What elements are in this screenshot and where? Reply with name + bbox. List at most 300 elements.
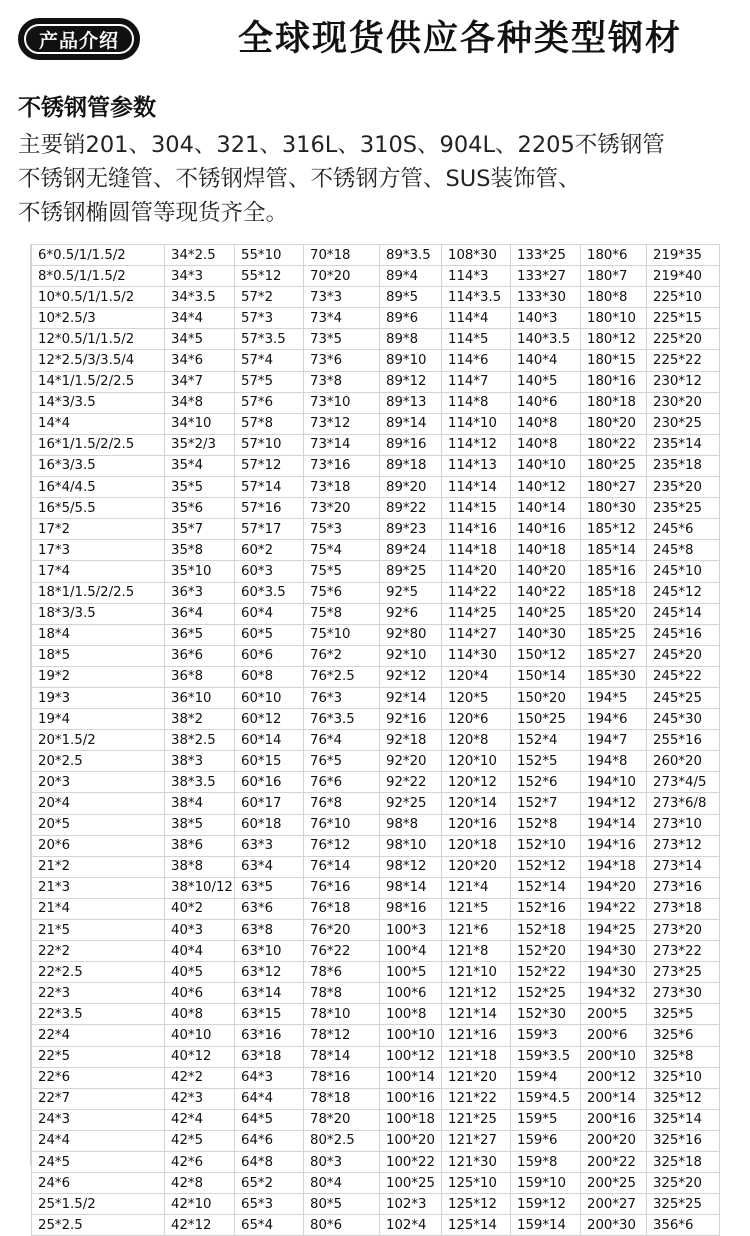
spec-cell: 20*4	[32, 793, 165, 814]
spec-cell: 159*4.5	[511, 1088, 581, 1109]
spec-cell: 70*20	[304, 266, 380, 287]
spec-cell: 34*7	[165, 371, 235, 392]
intro-line-stock: 不锈钢椭圆管等现货齐全。	[18, 200, 289, 226]
table-row	[32, 730, 720, 751]
spec-cell: 194*16	[581, 835, 647, 856]
spec-cell: 42*3	[165, 1088, 235, 1109]
spec-cell: 152*14	[511, 877, 581, 898]
spec-cell: 25*2.5	[32, 1215, 165, 1236]
spec-cell: 10*0.5/1/1.5/2	[32, 287, 165, 308]
spec-cell: 273*30	[647, 983, 720, 1004]
pipe-spec-table	[31, 244, 720, 1236]
spec-cell: 159*10	[511, 1173, 581, 1194]
spec-cell: 125*10	[442, 1173, 511, 1194]
table-row	[32, 814, 720, 835]
spec-cell: 185*25	[581, 624, 647, 645]
table-row	[32, 434, 720, 455]
spec-cell: 200*25	[581, 1173, 647, 1194]
spec-cell: 42*2	[165, 1067, 235, 1088]
spec-cell: 22*2.5	[32, 962, 165, 983]
spec-cell: 65*4	[235, 1215, 304, 1236]
spec-table-container	[30, 244, 720, 1233]
spec-cell: 260*20	[647, 751, 720, 772]
spec-cell: 140*14	[511, 498, 581, 519]
spec-cell: 73*5	[304, 329, 380, 350]
spec-cell: 152*25	[511, 983, 581, 1004]
spec-cell: 100*3	[380, 920, 442, 941]
spec-cell: 57*6	[235, 392, 304, 413]
spec-cell: 92*18	[380, 730, 442, 751]
spec-cell: 230*12	[647, 371, 720, 392]
table-row	[32, 877, 720, 898]
spec-cell: 114*14	[442, 477, 511, 498]
spec-cell: 121*27	[442, 1130, 511, 1151]
spec-cell: 150*12	[511, 645, 581, 666]
spec-cell: 92*20	[380, 751, 442, 772]
spec-cell: 40*6	[165, 983, 235, 1004]
spec-cell: 273*25	[647, 962, 720, 983]
spec-cell: 89*14	[380, 413, 442, 434]
spec-cell: 194*10	[581, 772, 647, 793]
spec-cell: 121*4	[442, 877, 511, 898]
spec-cell: 89*3.5	[380, 245, 442, 266]
spec-cell: 64*3	[235, 1067, 304, 1088]
spec-cell: 55*12	[235, 266, 304, 287]
spec-cell: 152*5	[511, 751, 581, 772]
spec-cell: 73*4	[304, 308, 380, 329]
spec-cell: 19*3	[32, 687, 165, 708]
spec-cell: 57*3.5	[235, 329, 304, 350]
spec-cell: 121*20	[442, 1067, 511, 1088]
spec-cell: 75*3	[304, 519, 380, 540]
spec-cell: 108*30	[442, 245, 511, 266]
spec-cell: 22*4	[32, 1025, 165, 1046]
spec-cell: 10*2.5/3	[32, 308, 165, 329]
spec-cell: 194*32	[581, 983, 647, 1004]
spec-cell: 185*14	[581, 540, 647, 561]
intro-line-grades: 主要销201、304、321、316L、310S、904L、2205不锈钢管	[18, 132, 665, 158]
spec-cell: 114*4	[442, 308, 511, 329]
spec-cell: 235*18	[647, 455, 720, 476]
spec-cell: 40*4	[165, 941, 235, 962]
table-row	[32, 603, 720, 624]
spec-cell: 185*18	[581, 582, 647, 603]
spec-cell: 21*3	[32, 877, 165, 898]
spec-cell: 73*6	[304, 350, 380, 371]
spec-cell: 200*14	[581, 1088, 647, 1109]
spec-cell: 42*4	[165, 1109, 235, 1130]
spec-cell: 89*8	[380, 329, 442, 350]
spec-cell: 35*10	[165, 561, 235, 582]
spec-cell: 325*8	[647, 1046, 720, 1067]
table-row	[32, 793, 720, 814]
spec-cell: 185*30	[581, 666, 647, 687]
spec-cell: 180*15	[581, 350, 647, 371]
table-row	[32, 540, 720, 561]
table-row	[32, 413, 720, 434]
table-row	[32, 666, 720, 687]
spec-cell: 140*3	[511, 308, 581, 329]
spec-cell: 14*3/3.5	[32, 392, 165, 413]
page-header	[0, 0, 750, 80]
spec-cell: 40*2	[165, 898, 235, 919]
spec-cell: 63*8	[235, 920, 304, 941]
spec-cell: 98*8	[380, 814, 442, 835]
spec-cell: 89*4	[380, 266, 442, 287]
spec-cell: 89*16	[380, 434, 442, 455]
spec-cell: 18*4	[32, 624, 165, 645]
spec-cell: 180*18	[581, 392, 647, 413]
table-row	[32, 392, 720, 413]
spec-cell: 38*5	[165, 814, 235, 835]
spec-cell: 40*12	[165, 1046, 235, 1067]
spec-cell: 200*12	[581, 1067, 647, 1088]
spec-cell: 245*20	[647, 645, 720, 666]
spec-cell: 34*5	[165, 329, 235, 350]
spec-cell: 63*14	[235, 983, 304, 1004]
spec-cell: 92*22	[380, 772, 442, 793]
spec-cell: 21*4	[32, 898, 165, 919]
spec-cell: 140*22	[511, 582, 581, 603]
spec-cell: 17*2	[32, 519, 165, 540]
spec-cell: 114*16	[442, 519, 511, 540]
spec-cell: 40*8	[165, 1004, 235, 1025]
spec-cell: 235*20	[647, 477, 720, 498]
spec-cell: 80*6	[304, 1215, 380, 1236]
spec-cell: 159*8	[511, 1152, 581, 1173]
spec-cell: 159*14	[511, 1215, 581, 1236]
spec-cell: 89*10	[380, 350, 442, 371]
spec-cell: 150*14	[511, 666, 581, 687]
spec-cell: 114*13	[442, 455, 511, 476]
spec-cell: 65*2	[235, 1173, 304, 1194]
spec-cell: 60*16	[235, 772, 304, 793]
spec-cell: 114*12	[442, 434, 511, 455]
spec-cell: 76*2.5	[304, 666, 380, 687]
spec-cell: 75*10	[304, 624, 380, 645]
spec-cell: 194*30	[581, 962, 647, 983]
spec-cell: 35*8	[165, 540, 235, 561]
spec-cell: 40*10	[165, 1025, 235, 1046]
table-row	[32, 772, 720, 793]
spec-cell: 194*18	[581, 856, 647, 877]
table-row	[32, 266, 720, 287]
spec-cell: 100*5	[380, 962, 442, 983]
table-row	[32, 941, 720, 962]
spec-cell: 57*8	[235, 413, 304, 434]
spec-cell: 114*5	[442, 329, 511, 350]
spec-cell: 255*16	[647, 730, 720, 751]
spec-cell: 60*8	[235, 666, 304, 687]
spec-cell: 140*18	[511, 540, 581, 561]
spec-cell: 40*5	[165, 962, 235, 983]
spec-cell: 35*6	[165, 498, 235, 519]
spec-cell: 75*4	[304, 540, 380, 561]
spec-cell: 89*20	[380, 477, 442, 498]
spec-cell: 20*5	[32, 814, 165, 835]
spec-cell: 76*10	[304, 814, 380, 835]
spec-cell: 38*2.5	[165, 730, 235, 751]
spec-cell: 120*6	[442, 709, 511, 730]
table-row	[32, 1215, 720, 1236]
spec-cell: 73*10	[304, 392, 380, 413]
spec-cell: 40*3	[165, 920, 235, 941]
spec-cell: 219*35	[647, 245, 720, 266]
spec-cell: 65*3	[235, 1194, 304, 1215]
spec-cell: 200*6	[581, 1025, 647, 1046]
spec-cell: 92*80	[380, 624, 442, 645]
table-row	[32, 751, 720, 772]
spec-cell: 121*10	[442, 962, 511, 983]
spec-cell: 89*6	[380, 308, 442, 329]
spec-cell: 152*8	[511, 814, 581, 835]
spec-cell: 152*6	[511, 772, 581, 793]
spec-cell: 98*16	[380, 898, 442, 919]
spec-cell: 194*6	[581, 709, 647, 730]
spec-cell: 325*12	[647, 1088, 720, 1109]
spec-cell: 19*4	[32, 709, 165, 730]
table-row	[32, 329, 720, 350]
spec-cell: 194*22	[581, 898, 647, 919]
spec-cell: 17*3	[32, 540, 165, 561]
spec-cell: 152*10	[511, 835, 581, 856]
spec-cell: 18*3/3.5	[32, 603, 165, 624]
spec-cell: 80*3	[304, 1152, 380, 1173]
spec-cell: 121*22	[442, 1088, 511, 1109]
spec-cell: 120*14	[442, 793, 511, 814]
spec-cell: 16*3/3.5	[32, 455, 165, 476]
spec-cell: 89*23	[380, 519, 442, 540]
spec-cell: 14*1/1.5/2/2.5	[32, 371, 165, 392]
spec-cell: 57*2	[235, 287, 304, 308]
table-row	[32, 582, 720, 603]
spec-cell: 17*4	[32, 561, 165, 582]
spec-cell: 73*16	[304, 455, 380, 476]
spec-cell: 16*5/5.5	[32, 498, 165, 519]
spec-cell: 114*20	[442, 561, 511, 582]
spec-cell: 36*10	[165, 687, 235, 708]
spec-cell: 180*12	[581, 329, 647, 350]
spec-cell: 34*10	[165, 413, 235, 434]
spec-cell: 80*5	[304, 1194, 380, 1215]
spec-cell: 24*3	[32, 1109, 165, 1130]
spec-cell: 121*6	[442, 920, 511, 941]
spec-cell: 6*0.5/1/1.5/2	[32, 245, 165, 266]
spec-cell: 152*7	[511, 793, 581, 814]
spec-cell: 64*8	[235, 1152, 304, 1173]
spec-cell: 200*16	[581, 1109, 647, 1130]
spec-cell: 73*20	[304, 498, 380, 519]
spec-cell: 194*14	[581, 814, 647, 835]
spec-cell: 63*10	[235, 941, 304, 962]
spec-cell: 22*7	[32, 1088, 165, 1109]
table-row	[32, 561, 720, 582]
spec-cell: 245*6	[647, 519, 720, 540]
table-row	[32, 898, 720, 919]
spec-cell: 273*4/5	[647, 772, 720, 793]
spec-cell: 159*12	[511, 1194, 581, 1215]
spec-cell: 245*14	[647, 603, 720, 624]
table-row	[32, 477, 720, 498]
spec-cell: 325*5	[647, 1004, 720, 1025]
spec-cell: 140*10	[511, 455, 581, 476]
table-row	[32, 371, 720, 392]
spec-cell: 60*14	[235, 730, 304, 751]
table-row	[32, 350, 720, 371]
spec-cell: 180*6	[581, 245, 647, 266]
spec-cell: 225*20	[647, 329, 720, 350]
spec-cell: 60*12	[235, 709, 304, 730]
spec-cell: 22*2	[32, 941, 165, 962]
spec-cell: 76*20	[304, 920, 380, 941]
spec-cell: 92*12	[380, 666, 442, 687]
spec-cell: 102*4	[380, 1215, 442, 1236]
table-row	[32, 835, 720, 856]
spec-cell: 89*18	[380, 455, 442, 476]
spec-cell: 38*6	[165, 835, 235, 856]
spec-cell: 114*8	[442, 392, 511, 413]
spec-cell: 180*10	[581, 308, 647, 329]
spec-cell: 35*7	[165, 519, 235, 540]
spec-cell: 89*24	[380, 540, 442, 561]
spec-cell: 24*4	[32, 1130, 165, 1151]
spec-cell: 35*5	[165, 477, 235, 498]
spec-cell: 42*8	[165, 1173, 235, 1194]
spec-cell: 245*12	[647, 582, 720, 603]
spec-cell: 245*22	[647, 666, 720, 687]
spec-cell: 55*10	[235, 245, 304, 266]
spec-cell: 100*18	[380, 1109, 442, 1130]
spec-cell: 245*30	[647, 709, 720, 730]
spec-cell: 64*4	[235, 1088, 304, 1109]
spec-cell: 121*8	[442, 941, 511, 962]
table-row	[32, 1109, 720, 1130]
spec-cell: 325*18	[647, 1152, 720, 1173]
spec-cell: 159*4	[511, 1067, 581, 1088]
product-intro-label: 产品介绍	[24, 24, 134, 54]
spec-cell: 76*8	[304, 793, 380, 814]
spec-cell: 114*18	[442, 540, 511, 561]
spec-cell: 70*18	[304, 245, 380, 266]
intro-line-types: 不锈钢无缝管、不锈钢焊管、不锈钢方管、SUS装饰管、	[18, 166, 581, 192]
table-row	[32, 1194, 720, 1215]
spec-cell: 22*3.5	[32, 1004, 165, 1025]
spec-cell: 325*6	[647, 1025, 720, 1046]
table-row	[32, 1088, 720, 1109]
spec-cell: 89*25	[380, 561, 442, 582]
spec-cell: 16*1/1.5/2/2.5	[32, 434, 165, 455]
spec-cell: 18*5	[32, 645, 165, 666]
spec-cell: 100*12	[380, 1046, 442, 1067]
spec-cell: 152*30	[511, 1004, 581, 1025]
spec-cell: 185*27	[581, 645, 647, 666]
table-row	[32, 498, 720, 519]
section-title: 不锈钢管参数	[18, 95, 156, 121]
table-row	[32, 687, 720, 708]
spec-cell: 180*27	[581, 477, 647, 498]
spec-cell: 22*6	[32, 1067, 165, 1088]
spec-cell: 92*10	[380, 645, 442, 666]
spec-cell: 25*1.5/2	[32, 1194, 165, 1215]
spec-cell: 180*22	[581, 434, 647, 455]
spec-cell: 140*5	[511, 371, 581, 392]
spec-cell: 230*25	[647, 413, 720, 434]
spec-cell: 78*10	[304, 1004, 380, 1025]
spec-cell: 20*1.5/2	[32, 730, 165, 751]
spec-cell: 24*6	[32, 1173, 165, 1194]
spec-cell: 92*16	[380, 709, 442, 730]
spec-cell: 24*5	[32, 1152, 165, 1173]
spec-cell: 114*30	[442, 645, 511, 666]
spec-cell: 78*12	[304, 1025, 380, 1046]
spec-cell: 114*3.5	[442, 287, 511, 308]
spec-cell: 89*22	[380, 498, 442, 519]
spec-cell: 20*6	[32, 835, 165, 856]
spec-cell: 120*16	[442, 814, 511, 835]
spec-cell: 76*4	[304, 730, 380, 751]
spec-cell: 57*5	[235, 371, 304, 392]
spec-cell: 76*12	[304, 835, 380, 856]
table-row	[32, 308, 720, 329]
spec-cell: 200*27	[581, 1194, 647, 1215]
spec-cell: 73*3	[304, 287, 380, 308]
spec-cell: 230*20	[647, 392, 720, 413]
spec-cell: 140*25	[511, 603, 581, 624]
spec-cell: 185*20	[581, 603, 647, 624]
spec-cell: 125*14	[442, 1215, 511, 1236]
table-row	[32, 856, 720, 877]
spec-cell: 273*12	[647, 835, 720, 856]
spec-cell: 63*12	[235, 962, 304, 983]
table-row	[32, 1173, 720, 1194]
spec-cell: 325*20	[647, 1173, 720, 1194]
spec-cell: 38*2	[165, 709, 235, 730]
spec-cell: 180*30	[581, 498, 647, 519]
spec-cell: 63*15	[235, 1004, 304, 1025]
spec-cell: 200*5	[581, 1004, 647, 1025]
spec-cell: 159*3	[511, 1025, 581, 1046]
spec-cell: 89*12	[380, 371, 442, 392]
intro-section	[18, 92, 743, 230]
spec-cell: 200*20	[581, 1130, 647, 1151]
spec-cell: 16*4/4.5	[32, 477, 165, 498]
spec-cell: 89*13	[380, 392, 442, 413]
spec-cell: 20*2.5	[32, 751, 165, 772]
spec-cell: 100*14	[380, 1067, 442, 1088]
spec-cell: 273*14	[647, 856, 720, 877]
spec-cell: 194*7	[581, 730, 647, 751]
spec-cell: 121*16	[442, 1025, 511, 1046]
spec-cell: 180*8	[581, 287, 647, 308]
spec-cell: 121*30	[442, 1152, 511, 1173]
spec-cell: 76*14	[304, 856, 380, 877]
spec-cell: 8*0.5/1/1.5/2	[32, 266, 165, 287]
spec-cell: 78*16	[304, 1067, 380, 1088]
spec-cell: 12*2.5/3/3.5/4	[32, 350, 165, 371]
spec-cell: 60*10	[235, 687, 304, 708]
spec-cell: 36*8	[165, 666, 235, 687]
table-row	[32, 624, 720, 645]
spec-cell: 133*25	[511, 245, 581, 266]
spec-cell: 38*4	[165, 793, 235, 814]
spec-table-body	[32, 245, 720, 1236]
spec-cell: 14*4	[32, 413, 165, 434]
spec-cell: 245*10	[647, 561, 720, 582]
spec-cell: 140*8	[511, 434, 581, 455]
spec-cell: 60*4	[235, 603, 304, 624]
spec-cell: 98*12	[380, 856, 442, 877]
spec-cell: 22*3	[32, 983, 165, 1004]
